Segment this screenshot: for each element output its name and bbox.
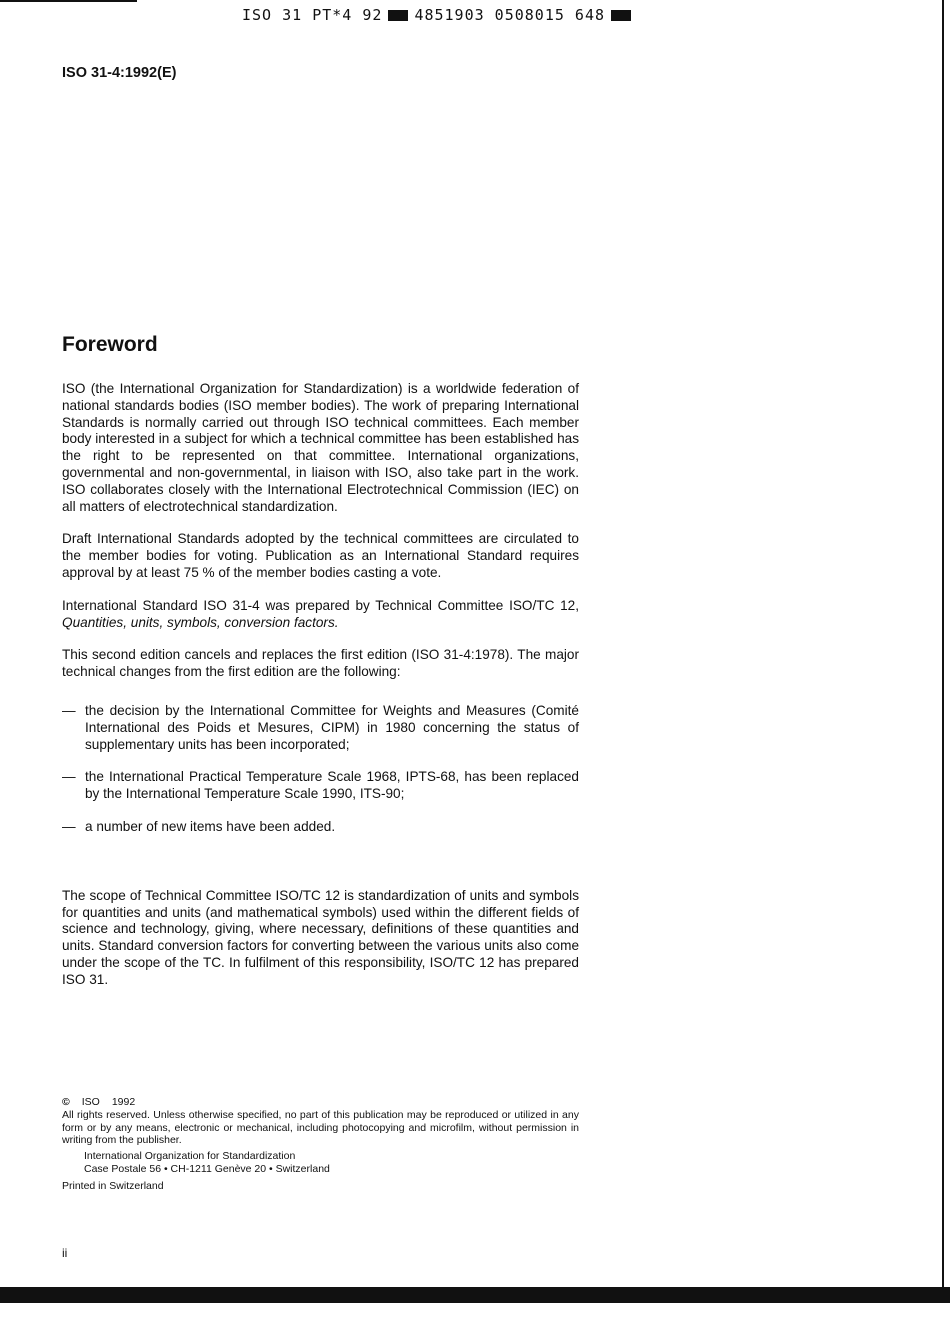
copyright-year: 1992 <box>111 1096 136 1108</box>
control-code-number: 4851903 0508015 648 <box>414 6 606 24</box>
black-block-mark <box>388 10 408 21</box>
scan-bottom-bar <box>0 1287 950 1303</box>
changes-list <box>62 703 579 836</box>
copyright-owner: ISO <box>81 1096 100 1108</box>
paragraph-technical-committee <box>62 598 579 632</box>
paragraph-edition: This second edition cancels and replaces the first edition (ISO 31-4:1978). The major technical changes from the first edition are the following: <box>62 647 579 680</box>
scan-edge <box>942 0 944 1290</box>
list-item: — the decision by the International Committee for Weights and Measures (Comité International des Poids et Mesures, CIPM) in 1980 concerning the status of supplementary units has been incorporated; <box>62 703 579 753</box>
publisher-address: Case Postale 56 • CH-1211 Genève 20 • Switzerland <box>84 1162 330 1175</box>
paragraph-draft-standards: Draft International Standards adopted by the technical committees are circulated to the member bodies for voting. Publication as an International Standard requires approval by at least 75 % of the member bodies casting a vote. <box>62 531 579 580</box>
tc-title-italic: Quantities, units, symbols, conversion factors. <box>62 614 339 630</box>
rights-statement: All rights reserved. Unless otherwise specified, no part of this publication may be reproduced or utilized in any form or by any means, electronic or mechanical, including photocopying and microfilm, without permission in writing from the publisher. <box>62 1108 579 1147</box>
black-block-mark <box>611 10 631 21</box>
copyright-icon: © <box>62 1096 70 1108</box>
paragraph-scope: The scope of Technical Committee ISO/TC 12 is standardization of units and symbols for quantities and units (and mathematical symbols) used within the different fields of science and technology, giving, where necessary, definitions of these quantities and units. Standard conversion factors for converting between the various units also come under the scope of the TC. In fulfilment of this responsibility, ISO/TC 12 has prepared ISO 31. <box>62 887 579 987</box>
printed-location: Printed in Switzerland <box>62 1179 164 1192</box>
list-item: — a number of new items have been added. <box>62 819 579 836</box>
copyright-block <box>62 1096 579 1193</box>
publisher-name: International Organization for Standardization <box>84 1150 296 1163</box>
tc-text: International Standard ISO 31-4 was prepared by Technical Committee ISO/TC 12, <box>62 597 579 613</box>
copyright-line <box>62 1096 579 1109</box>
page-title: Foreword <box>62 333 158 356</box>
document-control-code <box>242 6 631 24</box>
foreword-body <box>62 381 579 1005</box>
paragraph-iso-intro: ISO (the International Organization for Standardization) is a worldwide federation of national standards bodies (ISO member bodies). The work of preparing International Standards is normally carried out through ISO technical committees. Each member body interested in a subject for which a technical committee has been established has the right to be represented on that committee. International organizations, governmental and non-governmental, in liaison with ISO, also take part in the work. ISO collaborates closely with the International Electrotechnical Commission (IEC) on all matters of electrotechnical standardization. <box>62 381 579 514</box>
control-code-prefix: ISO 31 PT*4 92 <box>242 6 383 24</box>
top-rule <box>0 0 137 2</box>
page-number: ii <box>62 1246 68 1260</box>
list-item: — the International Practical Temperature Scale 1968, IPTS-68, has been replaced by the International Temperature Scale 1990, ITS-90; <box>62 769 579 803</box>
document-identifier: ISO 31-4:1992(E) <box>62 65 177 81</box>
